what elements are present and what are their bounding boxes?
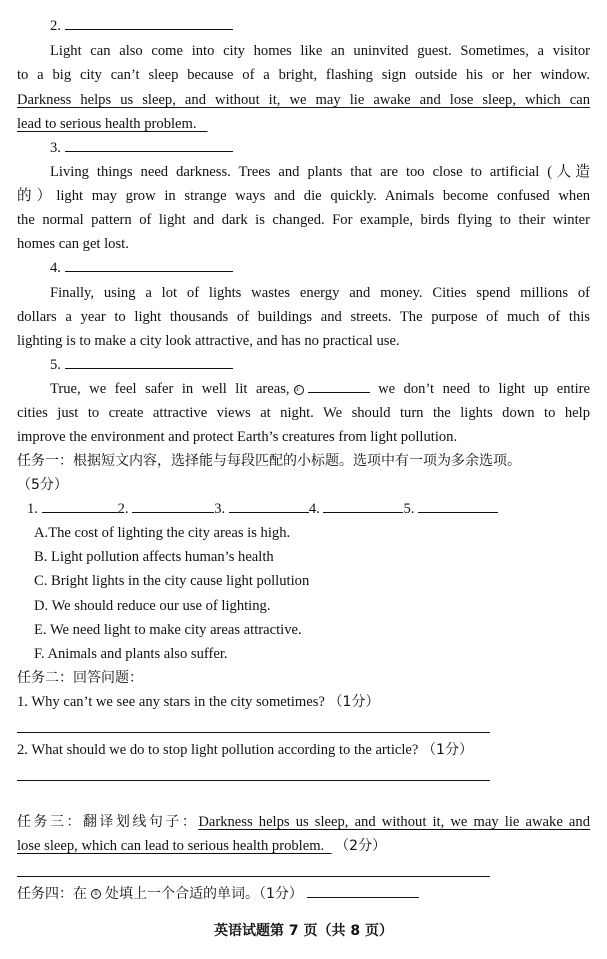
task1-answer-blanks: 1. 2. 3. 4. 5.: [27, 497, 600, 521]
answer-line-q2[interactable]: [17, 780, 490, 781]
paragraph-line: 的）light may grow in strange ways and die quickly. Animals become confused when: [17, 188, 590, 204]
paragraph-line: cities just to create attractive views at night. We should turn the lights down to help: [17, 405, 590, 421]
answer-line-q1[interactable]: [17, 732, 490, 733]
paragraph-number-2: 2.: [50, 14, 233, 38]
paragraph-line: dollars a year to light thousands of buildings and streets. The purpose of much of this: [17, 309, 590, 325]
task1-blank-4[interactable]: [323, 497, 403, 513]
answer-blank-2[interactable]: [65, 14, 233, 30]
underlined-sentence-line: Darkness helps us sleep, and without it, we may lie awake and lose sleep, which can: [17, 92, 590, 108]
answer-blank-5[interactable]: [65, 353, 233, 369]
task1-score: （5分）: [17, 477, 68, 493]
paragraph-line: lighting is to make a city look attractive, and has no practical use.: [17, 333, 400, 349]
paragraph-number-4: 4.: [50, 256, 233, 280]
task4-line: 任务四：在 ① 处填上一个合适的单词。（1分）: [17, 882, 590, 906]
option-f: F. Animals and plants also suffer.: [34, 646, 228, 662]
task2-question-2: 2. What should we do to stop light pollution according to the article? （1分）: [17, 742, 473, 758]
paragraph-line: homes can get lost.: [17, 236, 129, 252]
paragraph-line: True, we feel safer in well lit areas, ① we don’t need to light up entire: [50, 377, 590, 401]
task1-blank-3[interactable]: [229, 497, 309, 513]
page-footer: 英语试题第 7 页（共 8 页）: [214, 923, 393, 939]
option-a: A.The cost of lighting the city areas is high.: [34, 525, 291, 541]
task1-blank-1[interactable]: [42, 497, 118, 513]
paragraph-number-5: 5.: [50, 353, 233, 377]
task3-line-2: lose sleep, which can lead to serious health problem. （2分）: [17, 838, 387, 854]
task4-answer-blank[interactable]: [307, 882, 419, 898]
paragraph-line: Living things need darkness. Trees and plants that are too close to artificial (人造: [50, 164, 590, 180]
task3-line-1: 任务三：翻译划线句子：Darkness helps us sleep, and without it, we may lie awake and: [17, 814, 590, 830]
task1-blank-2[interactable]: [132, 497, 214, 513]
answer-blank-4[interactable]: [65, 256, 233, 272]
task2-title: 任务二：回答问题：: [17, 670, 143, 686]
answer-blank-3[interactable]: [65, 136, 233, 152]
paragraph-line: the normal pattern of light and dark is changed. For example, birds flying to their winter: [17, 212, 590, 228]
option-e: E. We need light to make city areas attractive.: [34, 622, 302, 638]
paragraph-line: improve the environment and protect Earth’s creatures from light pollution.: [17, 429, 458, 445]
paragraph-line: Light can also come into city homes like an uninvited guest. Sometimes, a visitor: [50, 43, 590, 59]
task1-blank-5[interactable]: [418, 497, 498, 513]
option-d: D. We should reduce our use of lighting.: [34, 598, 271, 614]
answer-line-translation[interactable]: [17, 876, 490, 877]
task2-question-1: 1. Why can’t we see any stars in the city sometimes? （1分）: [17, 694, 380, 710]
blank-marker-1: ①: [91, 889, 101, 899]
paragraph-line: to a big city can’t sleep because of a bright, flashing sign outside his or her window.: [17, 67, 590, 83]
option-b: B. Light pollution affects human’s health: [34, 549, 274, 565]
task1-title: 任务一：根据短文内容，选择能与每段匹配的小标题。选项中有一项为多余选项。: [17, 453, 521, 469]
paragraph-number-3: 3.: [50, 136, 233, 160]
underlined-sentence-line: lead to serious health problem.: [17, 116, 197, 132]
blank-marker-1: ①: [294, 385, 304, 395]
fill-in-blank-1[interactable]: [308, 377, 370, 393]
paragraph-line: Finally, using a lot of lights wastes energy and money. Cities spend millions of: [50, 285, 590, 301]
option-c: C. Bright lights in the city cause light pollution: [34, 573, 310, 589]
